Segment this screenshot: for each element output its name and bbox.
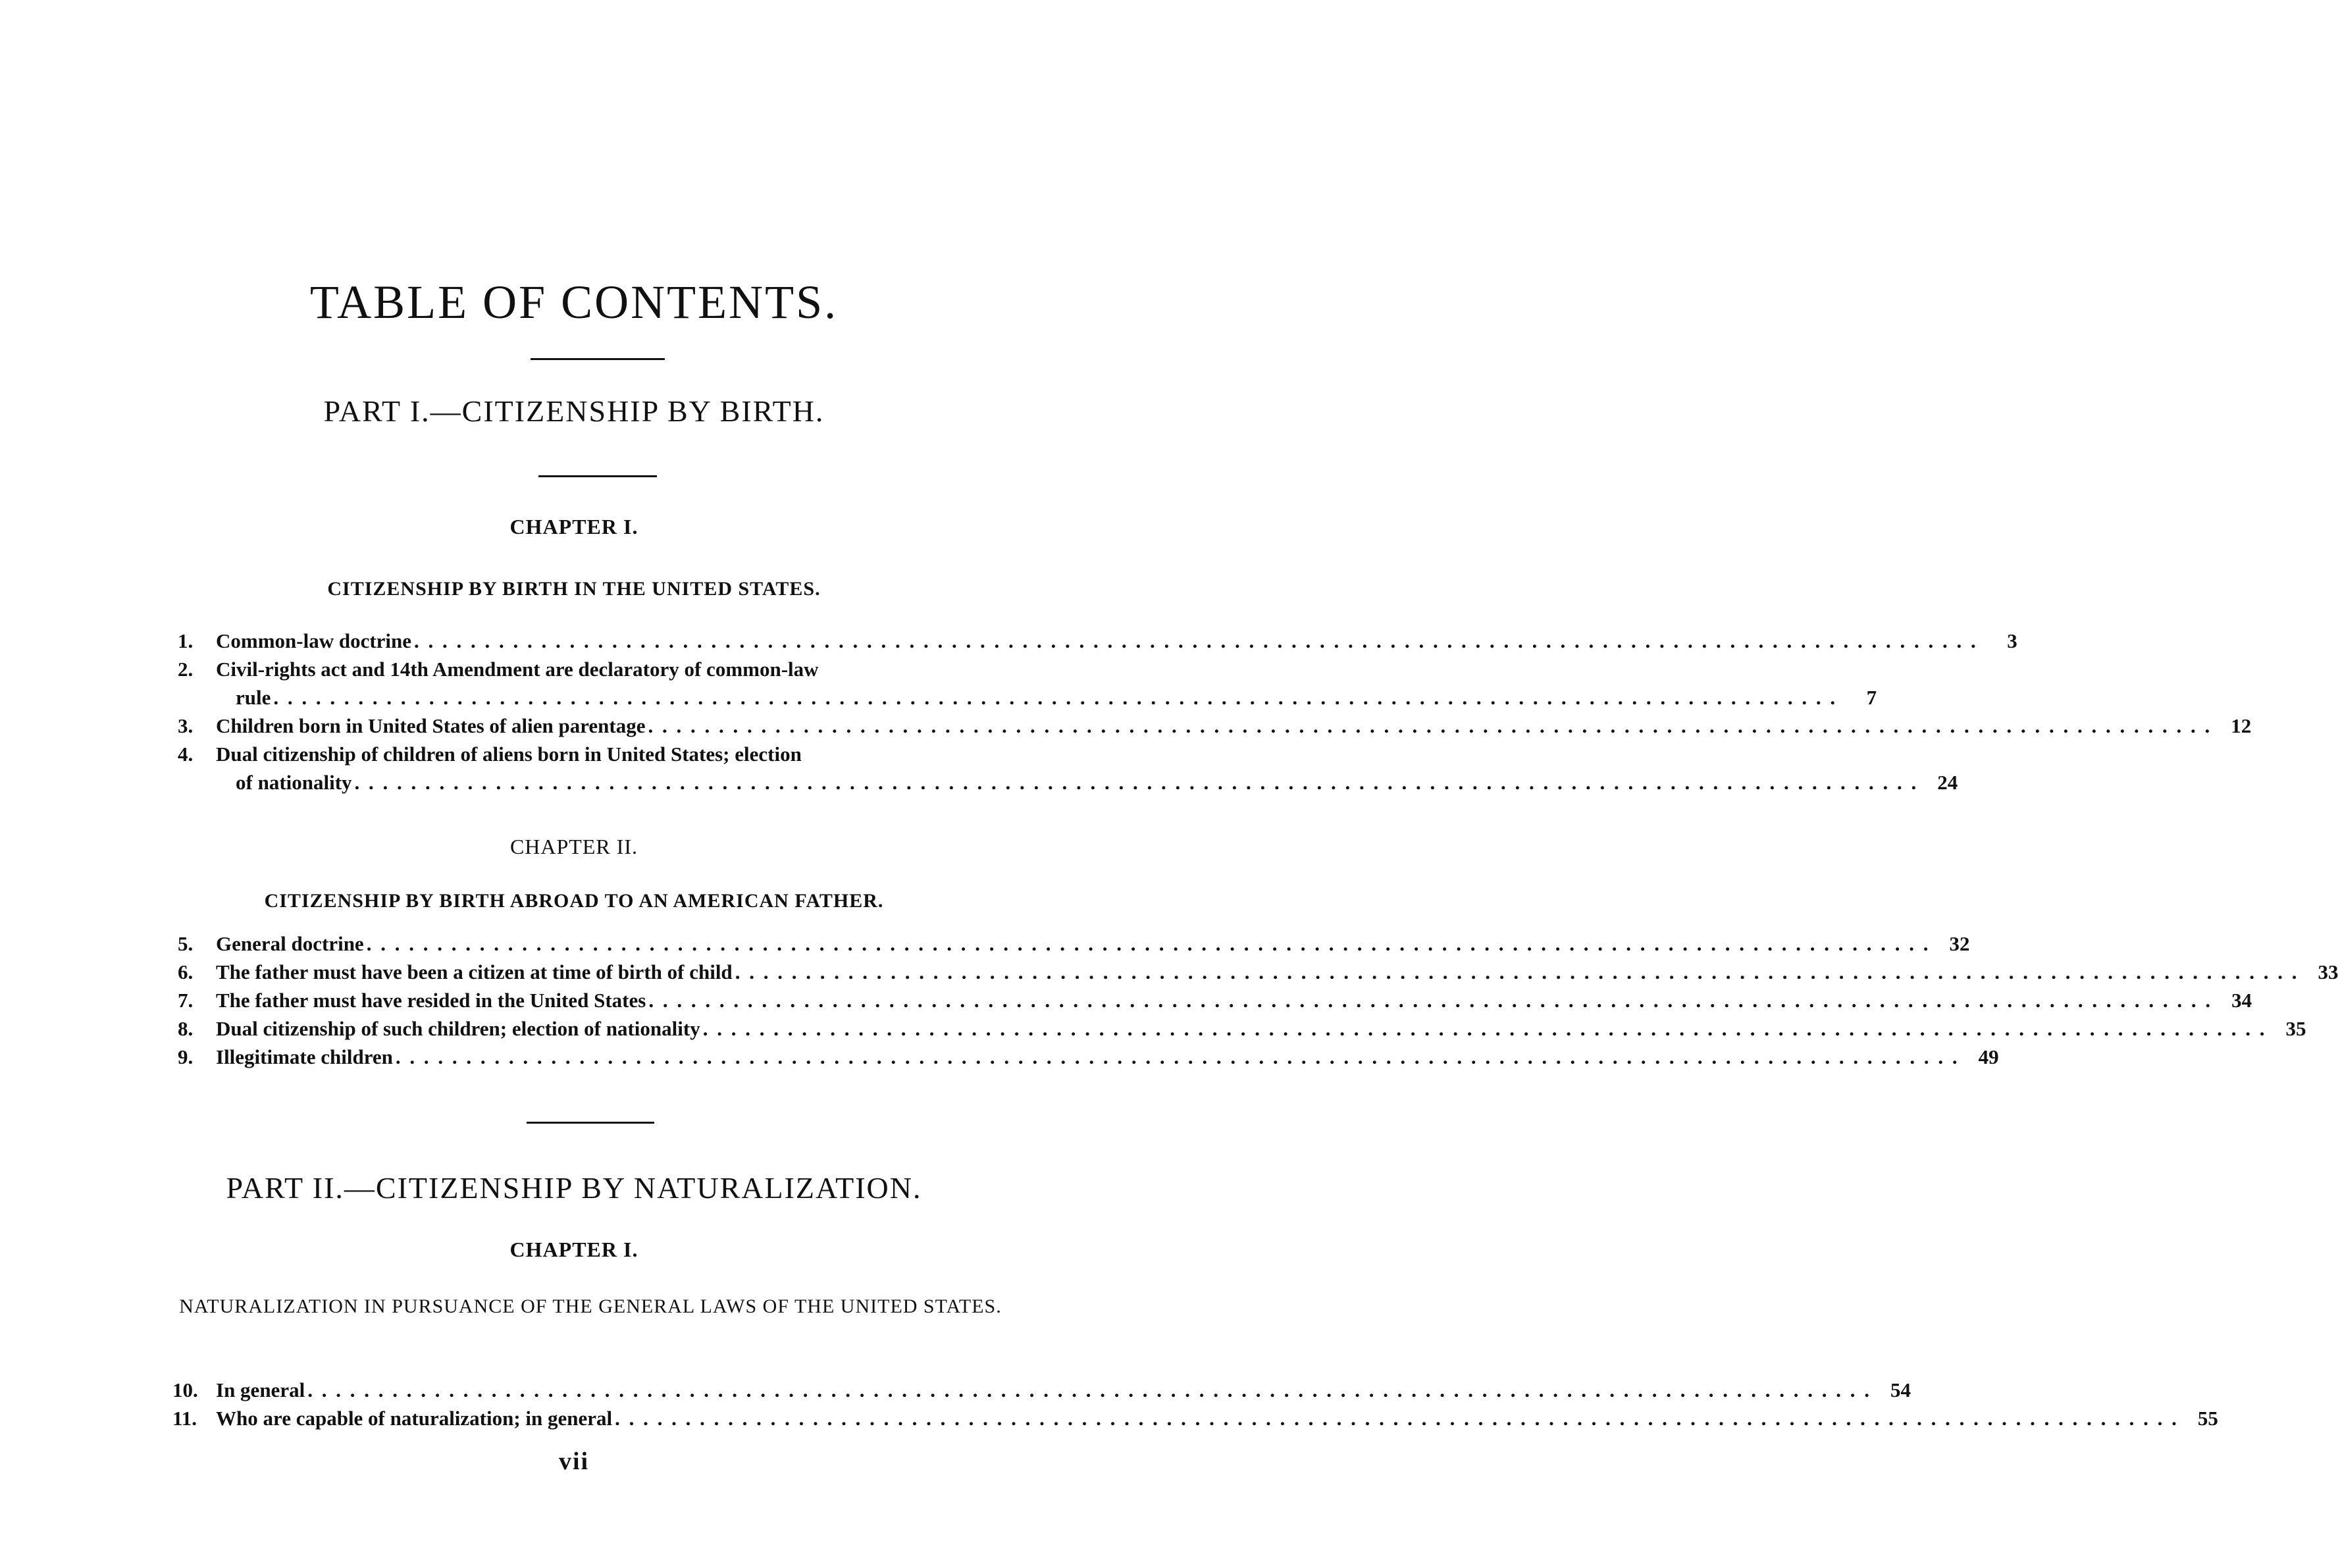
entry-text: The father must have been a citizen at time of birth of child (216, 960, 733, 983)
toc-entry[interactable] (172, 1404, 2218, 1432)
part-1-chapter-2-entries (178, 929, 2338, 1071)
dot-leader (735, 958, 2299, 986)
entry-number: 9. (178, 1045, 194, 1068)
entry-page: 49 (1978, 1045, 1999, 1068)
dot-leader (414, 627, 1978, 655)
entry-text: Dual citizenship of such children; election of nationality (216, 1017, 700, 1040)
entry-text: Children born in United States of alien parentage (216, 714, 646, 737)
entry-page: 55 (2197, 1407, 2218, 1430)
toc-entry[interactable] (178, 958, 2338, 986)
entry-number: 8. (178, 1017, 194, 1040)
entry-text-line-1: Dual citizenship of children of aliens born in United States; election (216, 743, 802, 766)
dot-leader (648, 986, 2212, 1014)
toc-entry[interactable] (178, 627, 2017, 655)
part-1-chapter-2-title: CITIZENSHIP BY BIRTH ABROAD TO AN AMERICAN FATHER. (264, 890, 884, 912)
entry-number: 2. (178, 658, 194, 681)
entry-text: General doctrine (216, 932, 364, 955)
entry-number: 4. (178, 743, 194, 766)
entry-page: 24 (1937, 771, 1958, 794)
toc-entry[interactable] (178, 986, 2252, 1014)
entry-page: 7 (1866, 686, 1877, 709)
dot-leader (396, 1043, 1960, 1071)
entry-text: Illegitimate children (216, 1045, 393, 1068)
entry-page: 54 (1890, 1378, 1911, 1401)
entry-number: 6. (178, 960, 194, 983)
entry-number: 11. (172, 1407, 197, 1430)
toc-entry[interactable] (178, 1043, 1999, 1071)
entry-text-line-1: Civil-rights act and 14th Amendment are declaratory of common-law (216, 658, 819, 681)
entry-text-line-2: of nationality (236, 771, 352, 794)
part-2-title: PART II.—CITIZENSHIP BY NATURALIZATION. (226, 1171, 922, 1205)
page-number: vii (558, 1448, 590, 1475)
dot-leader (273, 683, 1837, 712)
dot-leader (648, 712, 2212, 740)
part-2-chapter-1-label: CHAPTER I. (509, 1238, 638, 1261)
part-2-chapter-1-title: NATURALIZATION IN PURSUANCE OF THE GENERAL LAWS OF THE UNITED STATES. (179, 1295, 1002, 1317)
toc-entry[interactable] (178, 929, 1970, 958)
entry-number: 10. (172, 1378, 198, 1401)
toc-entry[interactable] (178, 740, 1958, 797)
toc-entry[interactable] (178, 712, 2252, 740)
part-1-chapter-2-label: CHAPTER II. (509, 835, 638, 858)
entry-page: 33 (2318, 960, 2338, 983)
divider-rule (538, 475, 657, 477)
entry-page: 12 (2231, 714, 2252, 737)
part-2-chapter-1-entries (172, 1376, 2218, 1432)
entry-text: Who are capable of naturalization; in general (216, 1407, 613, 1430)
divider-rule (531, 358, 665, 360)
entry-page: 32 (1949, 932, 1970, 955)
page-title: TABLE OF CONTENTS. (309, 276, 839, 328)
toc-entry[interactable] (178, 1014, 2306, 1043)
part-1-chapter-1-entries (178, 627, 2252, 797)
entry-page: 3 (2007, 629, 2017, 652)
part-1-chapter-1-label: CHAPTER I. (509, 515, 638, 538)
part-1-chapter-1-title: CITIZENSHIP BY BIRTH IN THE UNITED STATES. (327, 578, 821, 600)
divider-rule (527, 1122, 654, 1124)
part-1-title: PART I.—CITIZENSHIP BY BIRTH. (323, 394, 825, 428)
entry-page: 34 (2231, 989, 2252, 1012)
entry-text-line-2: rule (236, 686, 271, 709)
dot-leader (615, 1404, 2179, 1432)
entry-number: 5. (178, 932, 194, 955)
toc-entry[interactable] (172, 1376, 1911, 1404)
dot-leader (307, 1376, 1871, 1404)
entry-number: 1. (178, 629, 194, 652)
entry-page: 35 (2285, 1017, 2306, 1040)
dot-leader (355, 768, 1919, 797)
entry-text: In general (216, 1378, 305, 1401)
entry-text: The father must have resided in the United States (216, 989, 646, 1012)
toc-entry[interactable] (178, 655, 1877, 712)
entry-text: Common-law doctrine (216, 629, 412, 652)
dot-leader (703, 1014, 2267, 1043)
entry-number: 7. (178, 989, 194, 1012)
dot-leader (367, 929, 1931, 958)
entry-number: 3. (178, 714, 194, 737)
